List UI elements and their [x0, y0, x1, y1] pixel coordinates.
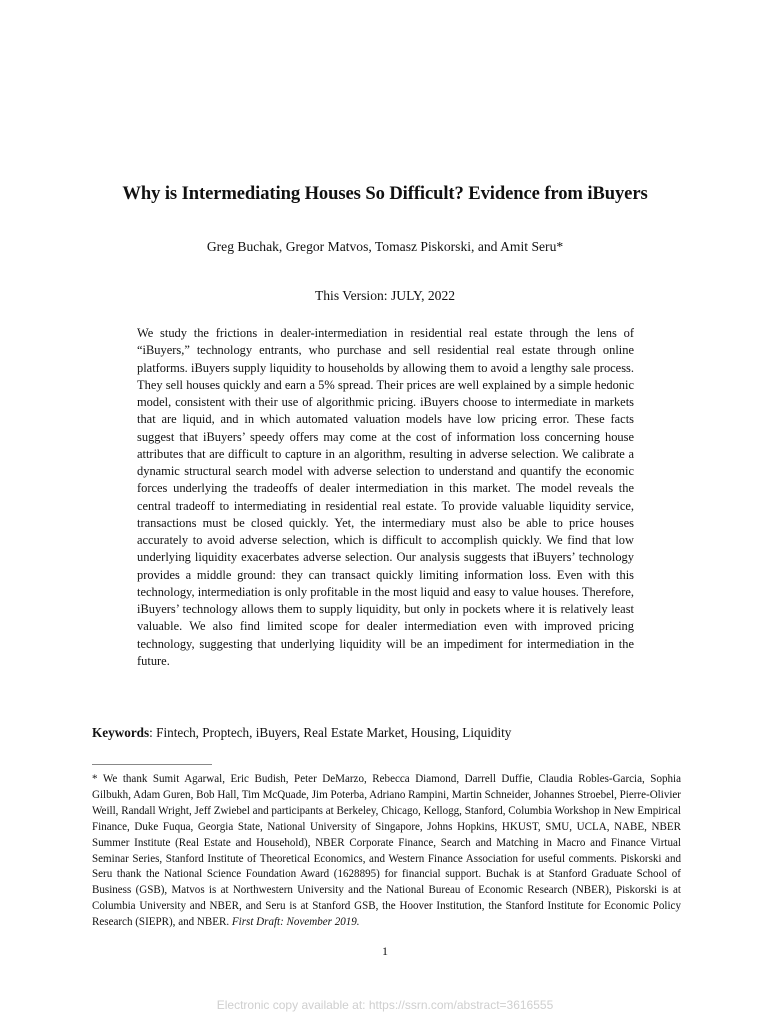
paper-title: Why is Intermediating Houses So Difficult? Evidence from iBuyers: [122, 183, 648, 204]
footnote-body: * We thank Sumit Agarwal, Eric Budish, Peter DeMarzo, Rebecca Diamond, Darrell Duffie, Claudia Robles-Garcia, Sophia Gilbukh, Adam Guren, Bob Hall, Tim McQuade, Jim Poterba, Adriano Rampini, Martin Schneider, Johannes Stroebel, Pierre-Olivier Weill, Randall Wright, Jeff Zwiebel and participants at Berkeley, Chicago, Kellogg, Stanford, Columbia Workshop in New Empirical Finance, Duke Fuqua, Georgia State, National University of Singapore, Johns Hopkins, HKUST, SMU, UCLA, NABE, NBER Summer Institute (Real Estate and Household), NBER Corporate Finance, Search and Matching in Macro and Finance Virtual Seminar Series, Stanford Institute of Theoretical Economics, and Western Finance Association for useful comments. Piskorski and Seru thank the National Science Foundation Award (1628895) for financial support. Buchak is at Stanford Graduate School of Business (GSB), Matvos is at Northwestern University and the National Bureau of Economic Research (NBER), Piskorski is at Columbia University and NBER, and Seru is at Stanford GSB, the Hoover Institution, the Stanford Institute for Economic Policy Research (SIEPR), and NBER.: [92, 773, 681, 929]
first-draft-note: First Draft: November 2019.: [231, 916, 360, 929]
keywords-label: Keywords: [92, 725, 150, 740]
abstract-text: We study the frictions in dealer-intermediation in residential real estate through the lens of “iBuyers,” technology entrants, who purchase and sell residential real estate through online platforms. iBuyers supply liquidity to households by allowing them to avoid a lengthy sale process. They sell houses quickly and earn a 5% spread. Their prices are well explained by a simple hedonic model, consistent with their use of algorithmic pricing. iBuyers choose to intermediate in markets that are liquid, and in which automated valuation models have low pricing error. These facts suggest that iBuyers’ speedy offers may come at the cost of information loss concerning house attributes that are difficult to capture in an algorithm, resulting in adverse selection. We calibrate a dynamic structural search model with adverse selection to understand and quantify the economic forces underlying the tradeoffs of dealer intermediation in this market. The model reveals the central tradeoff to intermediating in residential real estate. To provide valuable liquidity service, transactions must be closed quickly. Yet, the intermediary must also be able to price houses accurately to avoid adverse selection, which is difficult to accomplish quickly. We find that low underlying liquidity exacerbates adverse selection. Our analysis suggests that iBuyers’ technology provides a middle ground: they can transact quickly limiting information loss. Even with this technology, intermediation is only profitable in the most liquid and easy to value houses. Therefore, iBuyers’ technology allows them to supply liquidity, but only in pockets where it is relatively least valuable. We also find limited scope for dealer intermediation even with improved pricing technology, suggesting that underlying liquidity will be an impediment for intermediation in the future.: [137, 326, 634, 668]
acknowledgment-footnote: [92, 772, 681, 931]
version-date: This Version: JULY, 2022: [314, 288, 456, 303]
ssrn-watermark: Electronic copy available at: https://ssrn.com/abstract=3616555: [216, 998, 554, 1012]
author-list: Greg Buchak, Gregor Matvos, Tomasz Piskorski, and Amit Seru*: [206, 239, 564, 254]
page-number: 1: [382, 944, 388, 958]
keywords-list: : Fintech, Proptech, iBuyers, Real Estate Market, Housing, Liquidity: [149, 725, 512, 740]
keywords-line: [92, 725, 511, 741]
footnote-divider: [92, 764, 212, 765]
